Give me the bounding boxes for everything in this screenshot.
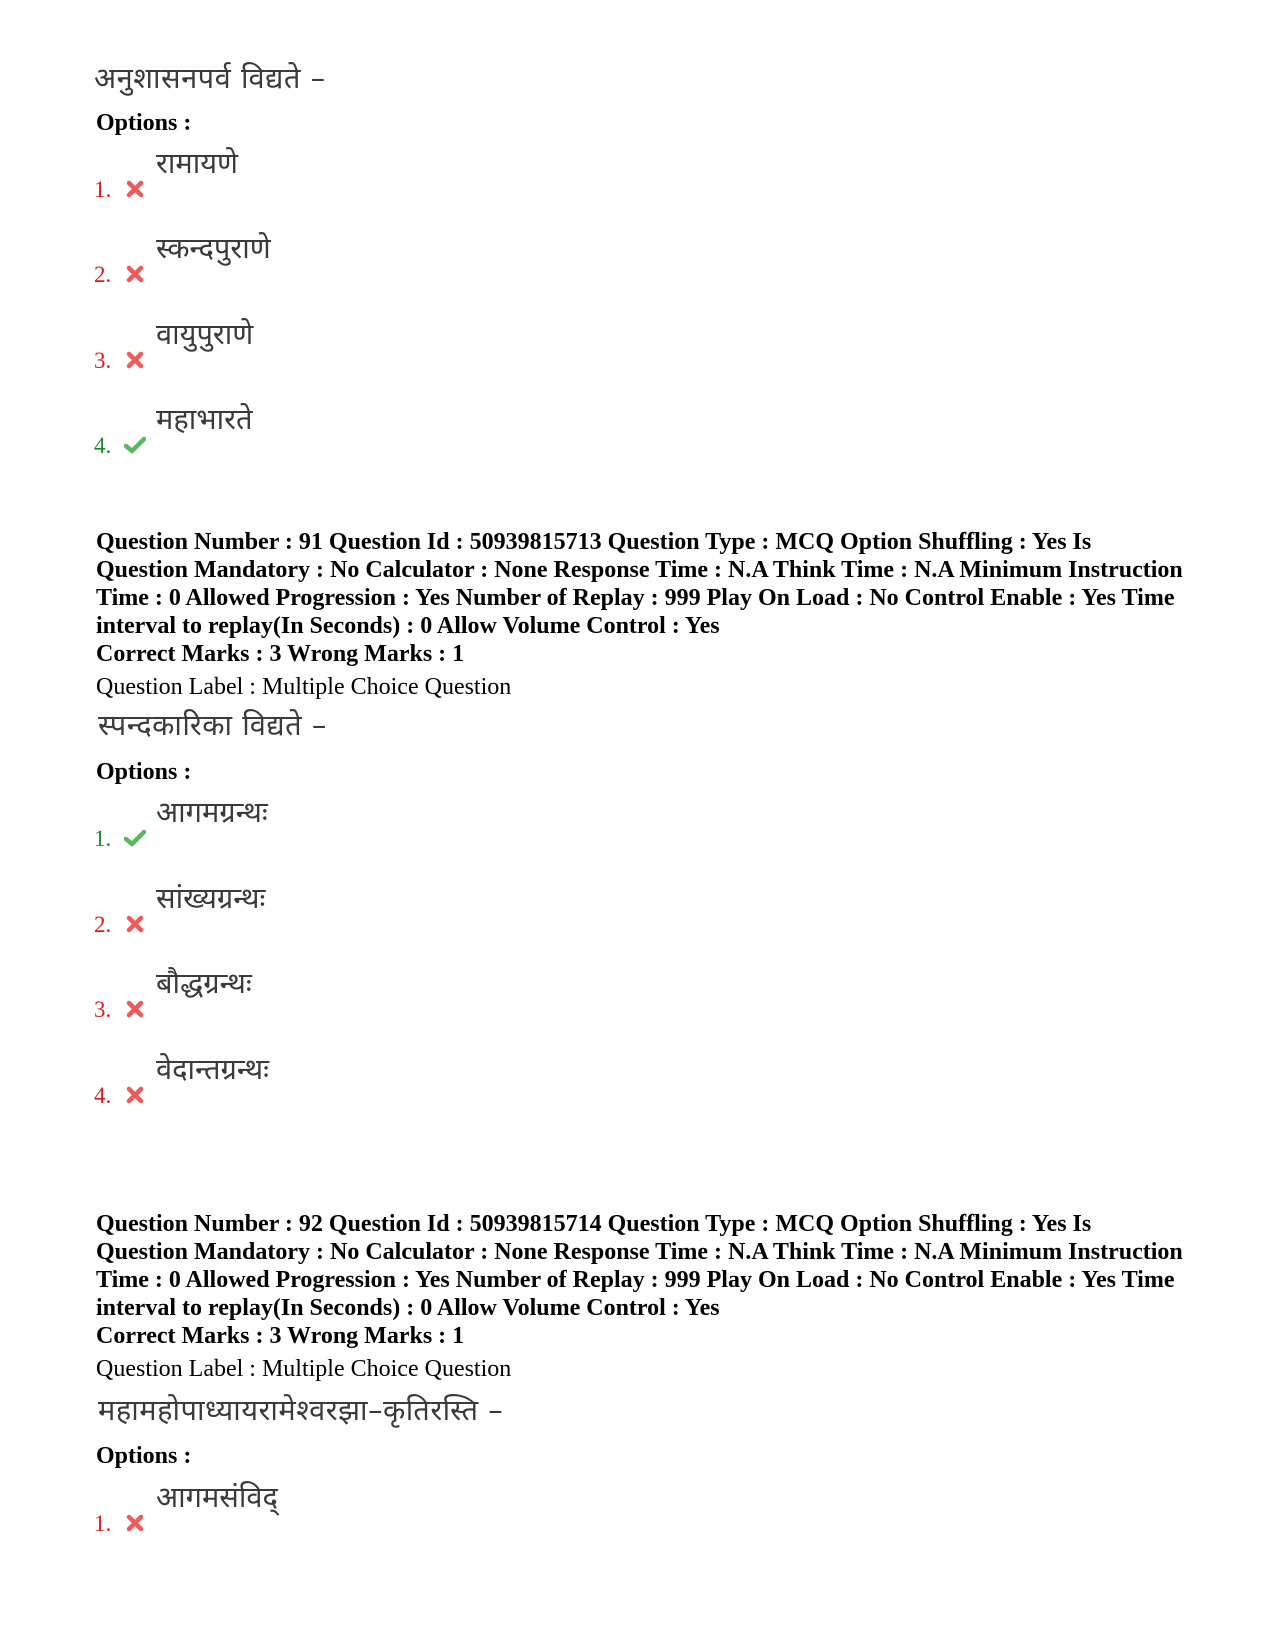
question-meta: Question Number : 92 Question Id : 50939815714 Question Type : MCQ Option Shuffling : Yes Is Question Mandatory : No Calculator : None Response Time : N.A Think Time : N.A Minimum Instruction Time : 0 Allowed Progression : Yes Number of Replay : 999 Play On Load : No Control Enable : Yes Time interval to replay(In Seconds) : 0 Allow Volume Control : Yes xyxy=(96,1211,1183,1321)
option-text: आगमसंविद् xyxy=(156,1480,278,1514)
question-label: Question Label : Multiple Choice Question xyxy=(96,674,512,700)
option-text: सांख्यग्रन्थः xyxy=(156,881,266,915)
wrong-cross-icon xyxy=(124,179,146,199)
wrong-cross-icon xyxy=(124,914,146,934)
marks-info: Correct Marks : 3 Wrong Marks : 1 xyxy=(96,1323,465,1349)
wrong-cross-icon xyxy=(124,999,146,1019)
options-heading: Options : xyxy=(96,759,192,785)
option-item xyxy=(94,1477,494,1537)
option-text: महाभारते xyxy=(156,402,253,436)
wrong-cross-icon xyxy=(124,350,146,370)
question-stem: स्पन्दकारिका विद्यते – xyxy=(98,708,327,742)
option-item xyxy=(94,792,494,852)
wrong-cross-icon xyxy=(124,1513,146,1533)
marks-info: Correct Marks : 3 Wrong Marks : 1 xyxy=(96,641,465,667)
option-number: 1. xyxy=(94,177,112,202)
question-label: Question Label : Multiple Choice Question xyxy=(96,1356,512,1382)
wrong-cross-icon xyxy=(124,264,146,284)
options-heading: Options : xyxy=(96,110,192,136)
option-text: रामायणे xyxy=(156,146,239,180)
option-item xyxy=(94,314,494,374)
options-heading: Options : xyxy=(96,1443,192,1469)
wrong-cross-icon xyxy=(124,1085,146,1105)
option-number: 1. xyxy=(94,1511,112,1536)
correct-check-icon xyxy=(124,435,146,455)
option-number: 4. xyxy=(94,1083,112,1108)
option-item xyxy=(94,399,494,459)
correct-check-icon xyxy=(124,828,146,848)
option-item xyxy=(94,878,494,938)
question-stem: महामहोपाध्यायरामेश्वरझा–कृतिरस्ति – xyxy=(98,1393,504,1427)
option-text: वेदान्तग्रन्थः xyxy=(156,1052,269,1086)
option-number: 1. xyxy=(94,826,112,851)
option-number: 2. xyxy=(94,912,112,937)
option-text: स्कन्दपुराणे xyxy=(156,231,271,265)
option-number: 4. xyxy=(94,433,112,458)
option-number: 2. xyxy=(94,262,112,287)
option-item xyxy=(94,143,494,203)
option-text: बौद्धग्रन्थः xyxy=(156,966,252,1000)
option-text: आगमग्रन्थः xyxy=(156,795,268,829)
option-number: 3. xyxy=(94,348,112,373)
option-item xyxy=(94,963,494,1023)
option-item xyxy=(94,228,494,288)
question-stem: अनुशासनपर्व विद्यते – xyxy=(94,61,326,95)
question-meta: Question Number : 91 Question Id : 50939815713 Question Type : MCQ Option Shuffling : Yes Is Question Mandatory : No Calculator : None Response Time : N.A Think Time : N.A Minimum Instruction Time : 0 Allowed Progression : Yes Number of Replay : 999 Play On Load : No Control Enable : Yes Time interval to replay(In Seconds) : 0 Allow Volume Control : Yes xyxy=(96,529,1183,639)
option-text: वायुपुराणे xyxy=(156,317,254,351)
option-item xyxy=(94,1049,494,1109)
option-number: 3. xyxy=(94,997,112,1022)
